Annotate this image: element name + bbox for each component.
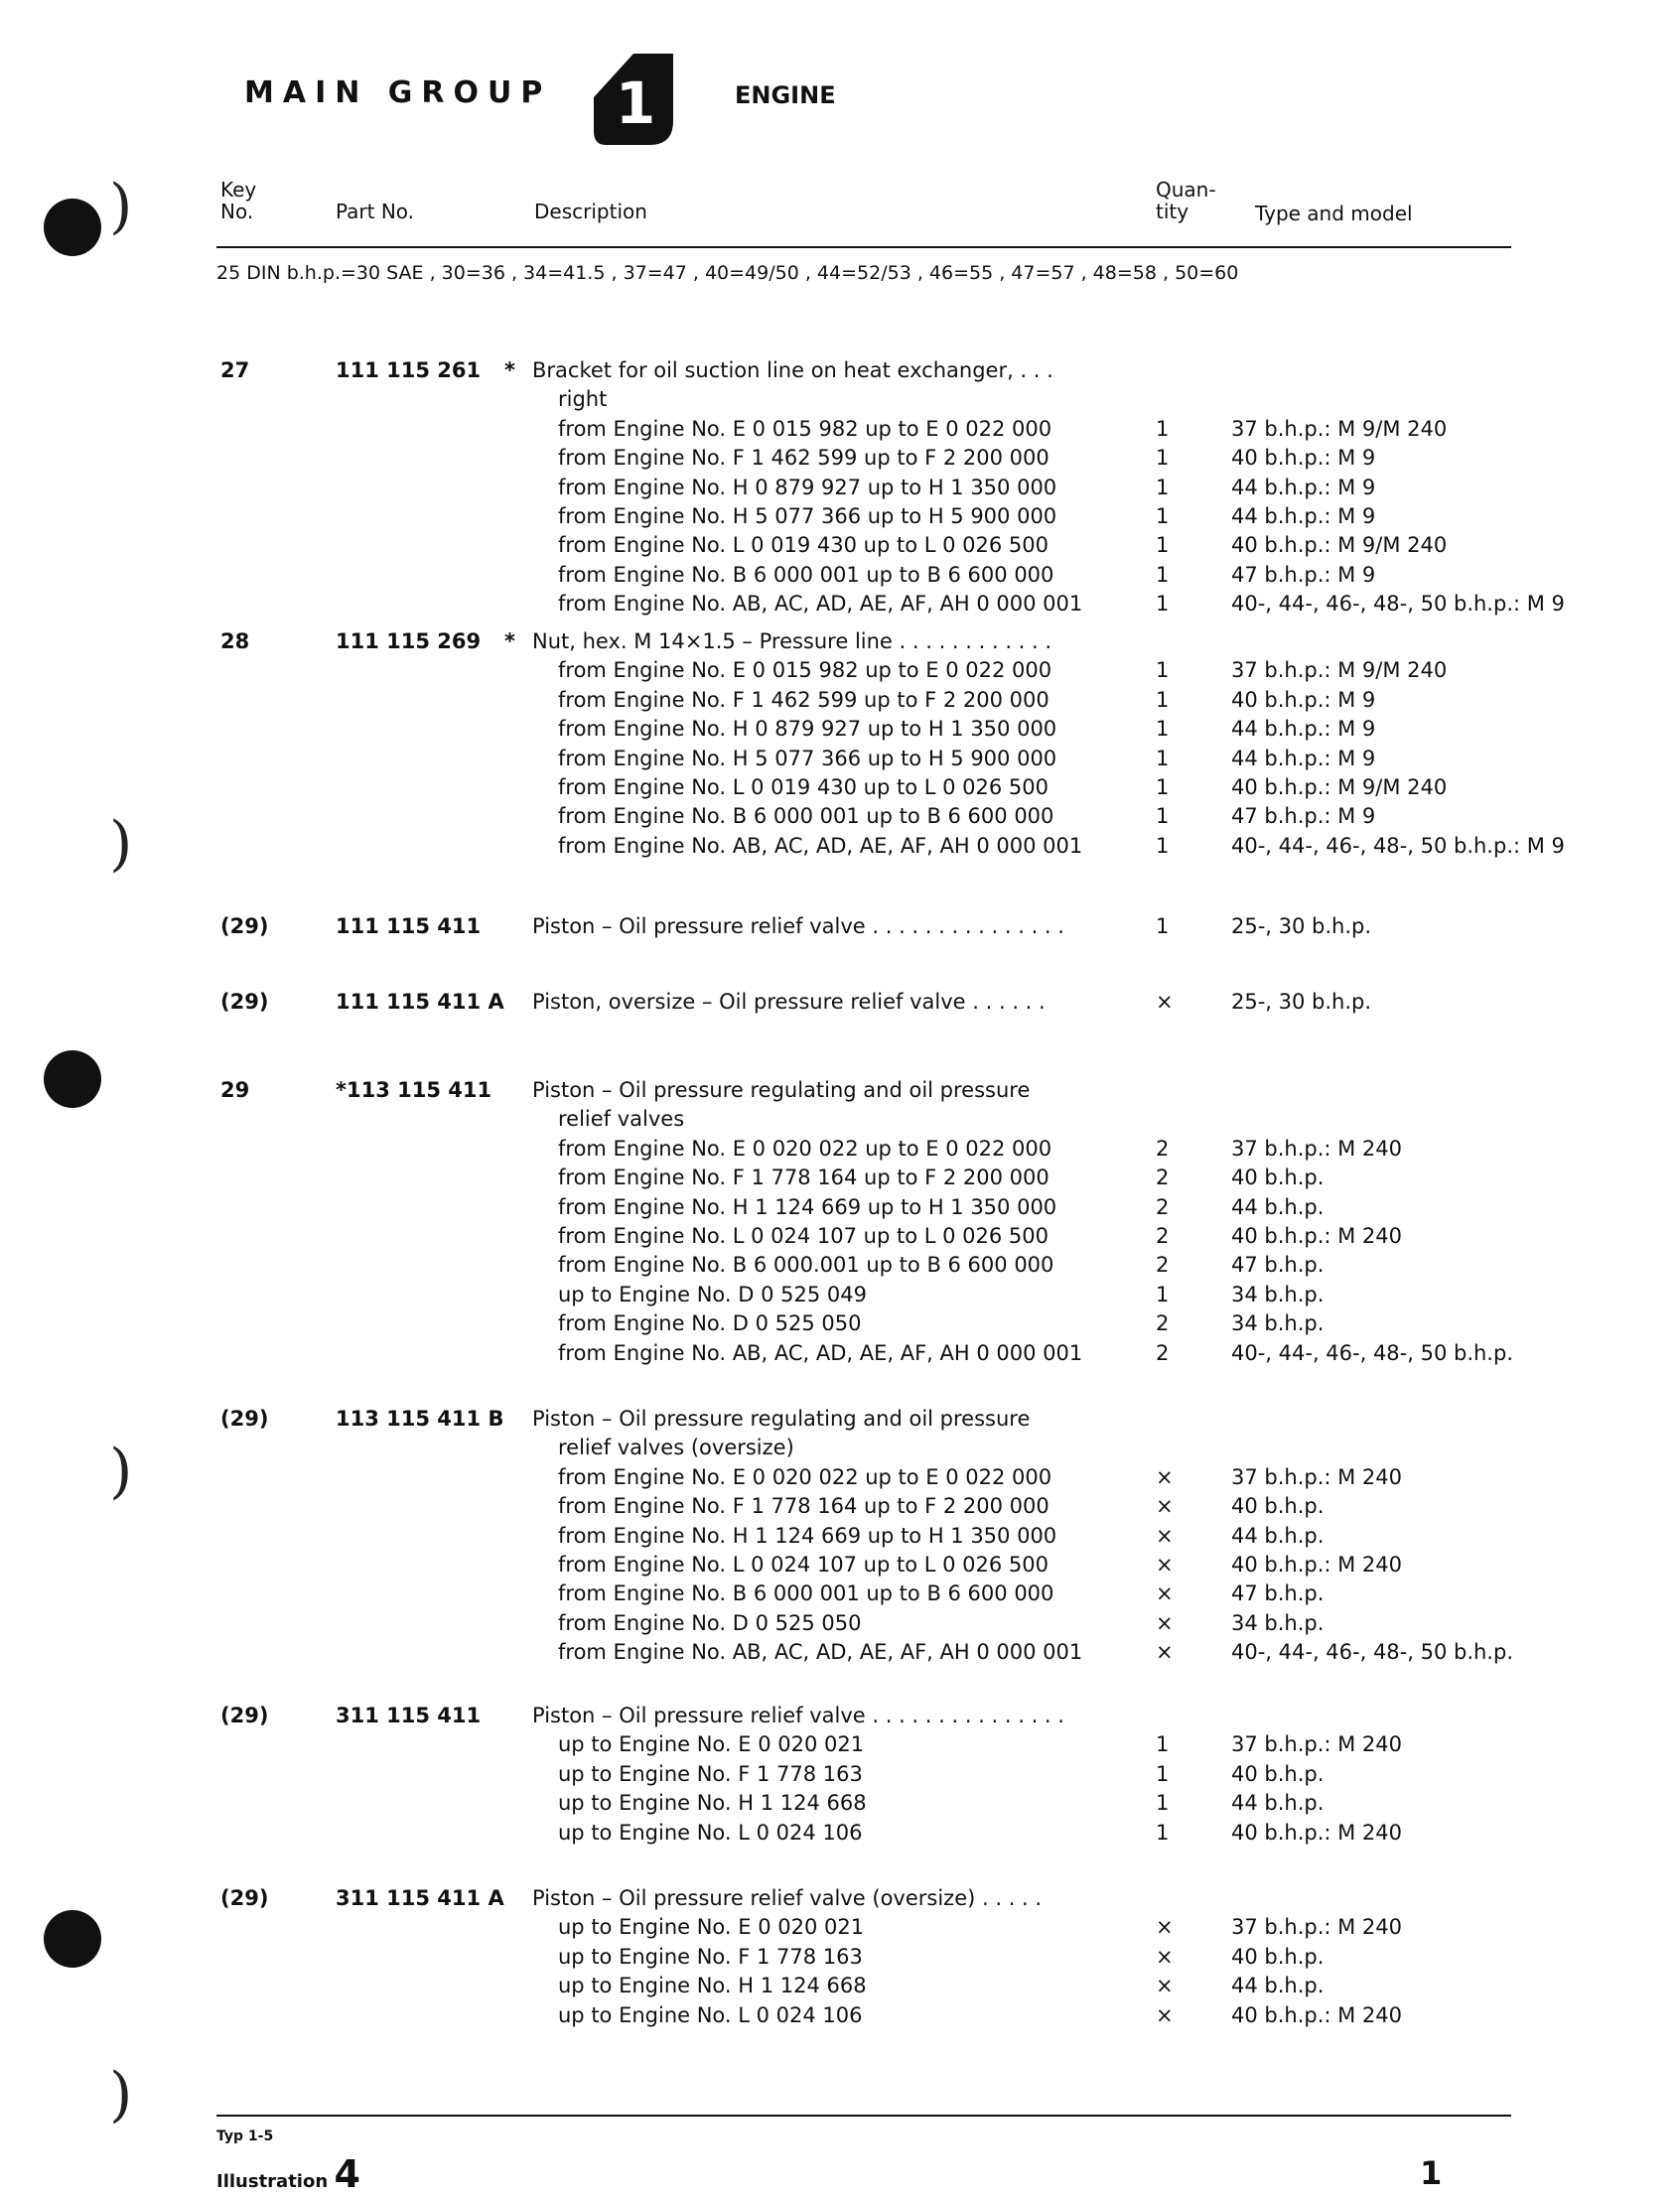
engine-range: up to Engine No. L 0 024 106 [558, 1820, 863, 1845]
quantity: 2 [1156, 1166, 1170, 1190]
key-number: 29 [220, 1078, 250, 1102]
margin-mark: ) [109, 809, 133, 879]
part-description: Piston – Oil pressure regulating and oil pressure [532, 1407, 1031, 1431]
part-number: 311 115 411 A [336, 1886, 504, 1910]
part-description: Piston – Oil pressure relief valve . . . . . . . . . . . . . . . [532, 914, 1064, 938]
engine-range: up to Engine No. F 1 778 163 [558, 1761, 863, 1786]
quantity: 1 [1156, 1791, 1170, 1816]
margin-mark: ) [109, 2060, 133, 2129]
quantity: × [1156, 1523, 1174, 1548]
footer-illustration [216, 2152, 360, 2196]
quantity: 1 [1156, 687, 1170, 712]
part-description: Piston – Oil pressure relief valve . . . . . . . . . . . . . . . [532, 1704, 1064, 1727]
type-model: 37 b.h.p.: M 240 [1231, 1464, 1403, 1489]
type-model: 40 b.h.p.: M 9 [1231, 687, 1376, 712]
key-number: (29) [220, 1407, 269, 1431]
type-model: 44 b.h.p. [1231, 1974, 1325, 1998]
type-model: 40-, 44-, 46-, 48-, 50 b.h.p.: M 9 [1231, 833, 1565, 858]
type-model: 34 b.h.p. [1231, 1282, 1325, 1306]
binder-hole [44, 1910, 101, 1968]
quantity: 1 [1156, 1820, 1170, 1845]
type-model: 37 b.h.p.: M 240 [1231, 1915, 1403, 1940]
quantity: 1 [1156, 1732, 1170, 1757]
quantity: 1 [1156, 562, 1170, 587]
engine-range: from Engine No. AB, AC, AD, AE, AF, AH 0 000 001 [558, 1640, 1083, 1665]
engine-range: from Engine No. H 1 124 669 up to H 1 350 000 [558, 1523, 1057, 1548]
part-description: Nut, hex. M 14×1.5 – Pressure line . . . . . . . . . . . . [532, 629, 1052, 653]
type-model: 47 b.h.p. [1231, 1581, 1325, 1606]
engine-range: from Engine No. D 0 525 050 [558, 1311, 862, 1336]
quantity: × [1156, 990, 1174, 1014]
col-header-type-model: Type and model [1255, 202, 1413, 225]
engine-range: from Engine No. E 0 020 022 up to E 0 022 000 [558, 1464, 1052, 1489]
footer-type: Typ 1-5 [216, 2128, 274, 2144]
engine-range: from Engine No. H 0 879 927 up to H 1 350 000 [558, 475, 1057, 499]
key-number: 27 [220, 358, 250, 382]
quantity: 2 [1156, 1253, 1170, 1278]
engine-range: from Engine No. H 5 077 366 up to H 5 900 000 [558, 504, 1057, 528]
quantity: 2 [1156, 1340, 1170, 1365]
engine-range: from Engine No. L 0 019 430 up to L 0 026 500 [558, 775, 1049, 799]
type-model: 40 b.h.p.: M 240 [1231, 1820, 1403, 1845]
part-description-cont: relief valves [558, 1107, 685, 1132]
engine-range: up to Engine No. F 1 778 163 [558, 1944, 863, 1969]
part-number: 113 115 411 B [336, 1407, 504, 1431]
type-model: 40 b.h.p. [1231, 1166, 1325, 1190]
type-model: 34 b.h.p. [1231, 1311, 1325, 1336]
quantity: × [1156, 1974, 1174, 1998]
type-model: 44 b.h.p.: M 9 [1231, 717, 1376, 742]
type-model: 40 b.h.p. [1231, 1494, 1325, 1519]
type-model: 44 b.h.p. [1231, 1791, 1325, 1816]
type-model: 47 b.h.p.: M 9 [1231, 804, 1376, 829]
quantity: 1 [1156, 746, 1170, 770]
new-part-star: * [504, 629, 515, 653]
engine-range: from Engine No. E 0 015 982 up to E 0 022 000 [558, 416, 1052, 441]
din-note: 25 DIN b.h.p.=30 SAE , 30=36 , 34=41.5 , 37=47 , 40=49/50 , 44=52/53 , 46=55 , 47=57 , 48=58 , 50=60 [216, 262, 1239, 284]
part-number: 111 115 261 [336, 358, 482, 382]
quantity: × [1156, 2002, 1174, 2027]
type-model: 37 b.h.p.: M 9/M 240 [1231, 416, 1448, 441]
type-model: 47 b.h.p.: M 9 [1231, 562, 1376, 587]
quantity: 2 [1156, 1136, 1170, 1161]
illustration-label: Illustration [216, 2171, 329, 2192]
engine-range: from Engine No. E 0 015 982 up to E 0 022 000 [558, 658, 1052, 683]
engine-range: from Engine No. F 1 462 599 up to F 2 200 000 [558, 687, 1050, 712]
engine-range: from Engine No. F 1 462 599 up to F 2 200 000 [558, 446, 1050, 471]
engine-range: from Engine No. L 0 024 107 up to L 0 026 500 [558, 1224, 1049, 1248]
engine-range: from Engine No. B 6 000 001 up to B 6 600 000 [558, 562, 1054, 587]
quantity: 1 [1156, 504, 1170, 528]
group-name: ENGINE [735, 81, 836, 109]
type-model: 40 b.h.p. [1231, 1944, 1325, 1969]
col-header-quantity: Quan- tity [1156, 178, 1216, 223]
part-number: *113 115 411 [336, 1078, 492, 1102]
col-header-description: Description [534, 200, 647, 223]
quantity: × [1156, 1494, 1174, 1519]
engine-range: from Engine No. F 1 778 164 up to F 2 200 000 [558, 1166, 1050, 1190]
engine-range: from Engine No. H 1 124 669 up to H 1 350 000 [558, 1194, 1057, 1219]
part-description-cont: right [558, 387, 608, 412]
quantity: 2 [1156, 1224, 1170, 1248]
part-description: Bracket for oil suction line on heat exchanger, . . . [532, 358, 1053, 382]
margin-mark: ) [109, 172, 133, 241]
quantity: 1 [1156, 914, 1170, 938]
page-number: 1 [1420, 2154, 1443, 2192]
part-description-cont: relief valves (oversize) [558, 1436, 794, 1460]
key-number: (29) [220, 1886, 269, 1910]
quantity: 1 [1156, 775, 1170, 799]
type-model: 25-, 30 b.h.p. [1231, 990, 1372, 1014]
type-model: 44 b.h.p.: M 9 [1231, 504, 1376, 528]
quantity: × [1156, 1944, 1174, 1969]
engine-range: from Engine No. AB, AC, AD, AE, AF, AH 0 000 001 [558, 1340, 1083, 1365]
engine-range: up to Engine No. E 0 020 021 [558, 1915, 865, 1940]
part-number: 111 115 411 A [336, 990, 504, 1014]
quantity: × [1156, 1581, 1174, 1606]
type-model: 40-, 44-, 46-, 48-, 50 b.h.p. [1231, 1340, 1513, 1365]
engine-range: from Engine No. F 1 778 164 up to F 2 200 000 [558, 1494, 1050, 1519]
type-model: 40 b.h.p.: M 240 [1231, 1224, 1403, 1248]
part-description: Piston, oversize – Oil pressure relief valve . . . . . . [532, 990, 1046, 1014]
binder-hole [44, 199, 101, 256]
engine-range: from Engine No. AB, AC, AD, AE, AF, AH 0 000 001 [558, 592, 1083, 617]
margin-mark: ) [109, 1437, 133, 1506]
quantity: × [1156, 1464, 1174, 1489]
group-number-badge [592, 52, 675, 147]
type-model: 40 b.h.p.: M 240 [1231, 1553, 1403, 1577]
quantity: × [1156, 1553, 1174, 1577]
type-model: 40 b.h.p.: M 9/M 240 [1231, 775, 1448, 799]
type-model: 40 b.h.p.: M 9 [1231, 446, 1376, 471]
engine-range: from Engine No. H 5 077 366 up to H 5 900 000 [558, 746, 1057, 770]
main-group-label: MAIN GROUP [244, 75, 552, 110]
type-model: 40 b.h.p.: M 9/M 240 [1231, 533, 1448, 558]
new-part-star: * [504, 358, 515, 382]
group-number: 1 [615, 69, 656, 137]
quantity: 1 [1156, 804, 1170, 829]
type-model: 37 b.h.p.: M 240 [1231, 1732, 1403, 1757]
footer-rule [216, 2115, 1511, 2117]
quantity: 1 [1156, 592, 1170, 617]
illustration-number: 4 [334, 2152, 360, 2196]
header-rule [216, 246, 1511, 248]
quantity: 1 [1156, 658, 1170, 683]
type-model: 44 b.h.p.: M 9 [1231, 746, 1376, 770]
quantity: 1 [1156, 416, 1170, 441]
engine-range: from Engine No. H 0 879 927 up to H 1 350 000 [558, 717, 1057, 742]
quantity: 1 [1156, 1282, 1170, 1306]
engine-range: up to Engine No. D 0 525 049 [558, 1282, 867, 1306]
type-model: 25-, 30 b.h.p. [1231, 914, 1372, 938]
quantity: × [1156, 1610, 1174, 1635]
type-model: 40 b.h.p.: M 240 [1231, 2002, 1403, 2027]
engine-range: up to Engine No. H 1 124 668 [558, 1974, 867, 1998]
quantity: × [1156, 1640, 1174, 1665]
engine-range: from Engine No. B 6 000 001 up to B 6 600 000 [558, 804, 1054, 829]
part-number: 111 115 269 [336, 629, 482, 653]
part-description: Piston – Oil pressure relief valve (oversize) . . . . . [532, 1886, 1043, 1910]
col-header-key-no: Key No. [220, 178, 257, 223]
type-model: 44 b.h.p.: M 9 [1231, 475, 1376, 499]
quantity: 1 [1156, 1761, 1170, 1786]
key-number: (29) [220, 1704, 269, 1727]
engine-range: from Engine No. D 0 525 050 [558, 1610, 862, 1635]
engine-range: from Engine No. B 6 000.001 up to B 6 600 000 [558, 1253, 1054, 1278]
engine-range: up to Engine No. E 0 020 021 [558, 1732, 865, 1757]
engine-range: from Engine No. L 0 019 430 up to L 0 026 500 [558, 533, 1049, 558]
engine-range: from Engine No. E 0 020 022 up to E 0 022 000 [558, 1136, 1052, 1161]
key-number: 28 [220, 629, 250, 653]
quantity: 1 [1156, 446, 1170, 471]
quantity: 1 [1156, 717, 1170, 742]
type-model: 34 b.h.p. [1231, 1610, 1325, 1635]
key-number: (29) [220, 914, 269, 938]
type-model: 37 b.h.p.: M 240 [1231, 1136, 1403, 1161]
quantity: 1 [1156, 475, 1170, 499]
quantity: 1 [1156, 533, 1170, 558]
engine-range: from Engine No. AB, AC, AD, AE, AF, AH 0 000 001 [558, 833, 1083, 858]
binder-hole [44, 1050, 101, 1108]
engine-range: from Engine No. B 6 000 001 up to B 6 600 000 [558, 1581, 1054, 1606]
engine-range: up to Engine No. L 0 024 106 [558, 2002, 863, 2027]
key-number: (29) [220, 990, 269, 1014]
type-model: 40-, 44-, 46-, 48-, 50 b.h.p.: M 9 [1231, 592, 1565, 617]
part-number: 111 115 411 [336, 914, 482, 938]
type-model: 47 b.h.p. [1231, 1253, 1325, 1278]
engine-range: up to Engine No. H 1 124 668 [558, 1791, 867, 1816]
type-model: 44 b.h.p. [1231, 1194, 1325, 1219]
quantity: 2 [1156, 1194, 1170, 1219]
col-header-part-no: Part No. [336, 200, 415, 223]
part-description: Piston – Oil pressure regulating and oil pressure [532, 1078, 1031, 1102]
quantity: 1 [1156, 833, 1170, 858]
engine-range: from Engine No. L 0 024 107 up to L 0 026 500 [558, 1553, 1049, 1577]
quantity: 2 [1156, 1311, 1170, 1336]
type-model: 44 b.h.p. [1231, 1523, 1325, 1548]
type-model: 40-, 44-, 46-, 48-, 50 b.h.p. [1231, 1640, 1513, 1665]
type-model: 40 b.h.p. [1231, 1761, 1325, 1786]
quantity: × [1156, 1915, 1174, 1940]
part-number: 311 115 411 [336, 1704, 482, 1727]
type-model: 37 b.h.p.: M 9/M 240 [1231, 658, 1448, 683]
